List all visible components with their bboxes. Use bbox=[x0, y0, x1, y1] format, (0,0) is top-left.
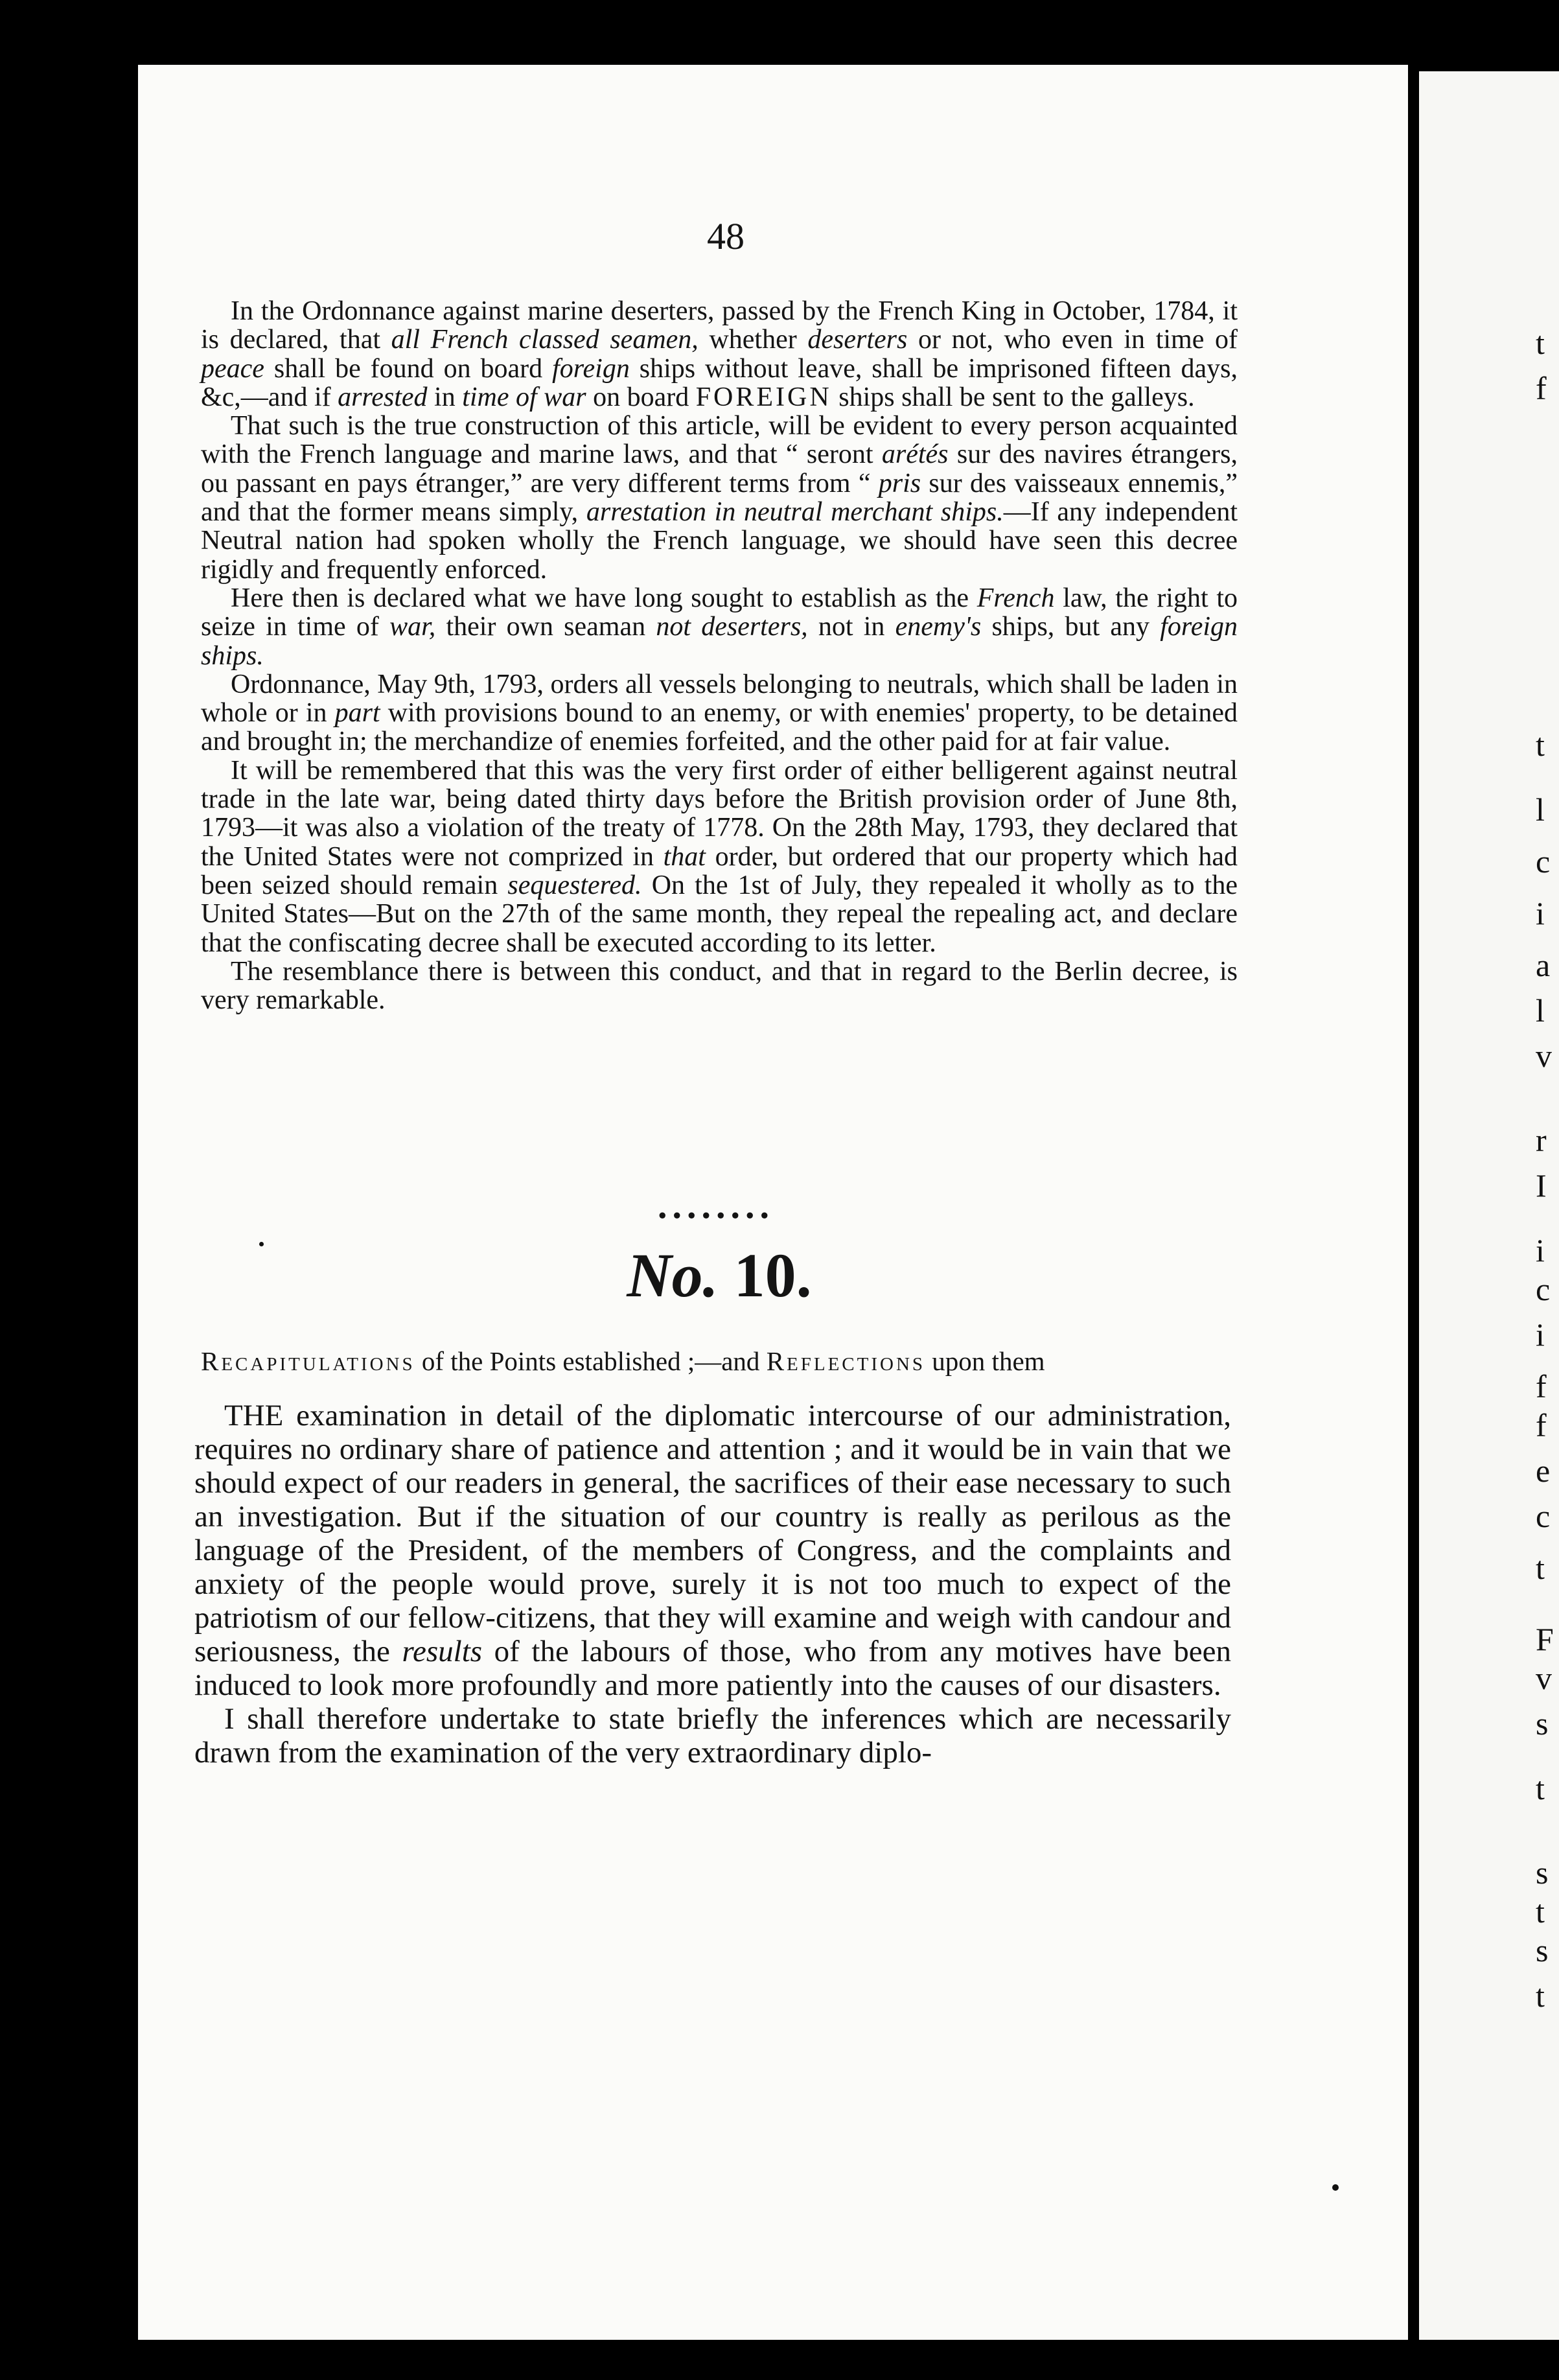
facing-page-letter: f bbox=[1536, 370, 1547, 406]
facing-page-letter: c bbox=[1536, 1498, 1551, 1534]
text-run: FOREIGN bbox=[695, 382, 832, 412]
section-subheading bbox=[201, 1346, 1238, 1377]
paragraph bbox=[201, 584, 1238, 670]
body-text-large bbox=[194, 1399, 1231, 1769]
text-run: all French classed seamen, bbox=[391, 325, 699, 355]
text-run: On the 1st of July, they repealed it wholly as to the United States—But on the 27th of the same month, they repeal the repealing act, and declare that the confiscating decree shall be executed according to its letter. bbox=[201, 870, 1238, 958]
section-separator: ........ bbox=[658, 1184, 774, 1226]
facing-page-letter: r bbox=[1536, 1122, 1547, 1158]
facing-page-letter: s bbox=[1536, 1705, 1549, 1742]
text-run: arrested bbox=[338, 382, 428, 412]
paragraph bbox=[201, 756, 1238, 957]
facing-page-letter: e bbox=[1536, 1452, 1551, 1489]
text-run: that bbox=[663, 841, 706, 872]
facing-page-letter: f bbox=[1536, 1407, 1547, 1443]
text-run: It will be remembered that this was the very first order of either belligerent against neutral trade in the late war, being dated thirty days before the British provision order of June 8th, 1793—it was also a violation of the treaty of 1778. On the 28th May, 1793, they declared that the United States were not comprized in bbox=[201, 755, 1238, 872]
text-run: whether bbox=[698, 325, 808, 355]
text-run: of the labours of those, who from any motives have been induced to look more profoundly and more patiently into the causes of our disasters. bbox=[194, 1635, 1232, 1702]
paragraph bbox=[194, 1399, 1231, 1702]
paragraph bbox=[194, 1702, 1231, 1769]
facing-page-letter: i bbox=[1536, 895, 1545, 931]
facing-page-letter: s bbox=[1536, 1854, 1549, 1891]
paragraph bbox=[201, 412, 1238, 584]
paragraph bbox=[201, 670, 1238, 756]
section-number-heading bbox=[583, 1239, 855, 1311]
text-run: arétés bbox=[881, 439, 949, 470]
facing-page-letter: t bbox=[1536, 1550, 1545, 1586]
text-run: with provisions bound to an enemy, or with enemies' property, to be detained and brought in; the merchandize of enemies forfeited, and the other paid for at fair value. bbox=[201, 698, 1238, 757]
subheading-run: upon them bbox=[925, 1346, 1045, 1376]
facing-page-letter: i bbox=[1536, 1316, 1545, 1353]
text-run: THE examination in detail of the diplomatic intercourse of our administration, requires no ordinary share of patience and attention ; and it would be in vain that we should expect of our readers in general, the sacrifices of their ease necessary to such an investigation. But if the situation of our country is really as perilous as the language of the President, of the members of Congress, and the complaints and anxiety of the people would prove, surely it is not too much to expect of the patriotism of our fellow-citizens, that they will examine and weigh with candour and seriousness, the bbox=[194, 1399, 1231, 1668]
text-run: ships without leave, shall be imprisoned fifteen days, &c,—and if bbox=[201, 353, 1238, 412]
facing-page-letter: a bbox=[1536, 947, 1551, 983]
text-run: Ordonnance, May 9th, 1793, orders all vessels belonging to neutrals, which shall be laden in whole or in bbox=[201, 669, 1238, 729]
text-run: time of war bbox=[462, 382, 586, 412]
facing-page-letter: F bbox=[1536, 1621, 1554, 1657]
facing-page-letter: t bbox=[1536, 325, 1545, 361]
facing-page-letter: f bbox=[1536, 1368, 1547, 1405]
text-run: Here then is declared what we have long sought to establish as the bbox=[231, 583, 977, 613]
page-number: 48 bbox=[707, 215, 745, 257]
subheading-run: Reflections bbox=[766, 1346, 926, 1376]
section-number-value: 10. bbox=[733, 1241, 812, 1310]
facing-page-letter: l bbox=[1536, 791, 1545, 828]
facing-page-letter: t bbox=[1536, 1893, 1545, 1930]
text-run: French bbox=[976, 583, 1055, 613]
text-run: I shall therefore undertake to state briefly the inferences which are necessarily drawn from the examination of the very extraordinary diplo- bbox=[194, 1702, 1231, 1769]
text-run: That such is the true construction of this article, will be evident to every person acquainted with the French language and marine laws, and that “ seront bbox=[201, 411, 1238, 470]
text-run: order, but ordered that our property which had been seized should remain bbox=[201, 841, 1238, 900]
text-run: —If any independent Neutral nation had spoken wholly the French language, we should have seen this decree rigidly and frequently enforced. bbox=[201, 497, 1238, 585]
text-run: part bbox=[334, 698, 380, 729]
facing-page-letter: v bbox=[1536, 1660, 1552, 1696]
body-text-small bbox=[201, 297, 1238, 1014]
subheading-run: Recapitulations bbox=[201, 1346, 415, 1376]
text-run: peace bbox=[201, 353, 264, 384]
ink-speck bbox=[1332, 2184, 1339, 2191]
text-run: enemy's bbox=[895, 612, 982, 642]
section-number-prefix: No. bbox=[627, 1241, 719, 1310]
text-run: on board bbox=[586, 382, 696, 412]
paragraph bbox=[201, 957, 1238, 1015]
facing-page-letter: t bbox=[1536, 1978, 1545, 2014]
text-run: foreign bbox=[552, 353, 630, 384]
text-run: In the Ordonnance against marine deserters, passed by the French King in October, 1784, it is declared, that bbox=[201, 296, 1238, 355]
text-run: their own seaman bbox=[435, 612, 656, 642]
text-run: sur des vaisseaux ennemis,” and that the former means simply, bbox=[201, 468, 1238, 528]
text-run: ships shall be sent to the galleys. bbox=[831, 382, 1195, 412]
facing-page-letter: l bbox=[1536, 992, 1545, 1029]
text-run: sequestered. bbox=[507, 870, 642, 900]
text-run: foreign ships. bbox=[201, 612, 1238, 671]
facing-page-letter: t bbox=[1536, 1770, 1545, 1806]
facing-page-letter: t bbox=[1536, 727, 1545, 763]
text-run: or not, who even in time of bbox=[907, 325, 1238, 355]
text-run: shall be found on board bbox=[264, 353, 553, 384]
text-run: The resemblance there is between this conduct, and that in regard to the Berlin decree, is very remarkable. bbox=[201, 956, 1238, 1016]
facing-page-letter: v bbox=[1536, 1038, 1552, 1074]
text-run: deserters bbox=[807, 325, 908, 355]
facing-page-letter: i bbox=[1536, 1232, 1545, 1268]
paragraph bbox=[201, 297, 1238, 412]
text-run: not deserters, bbox=[656, 612, 808, 642]
text-run: results bbox=[402, 1635, 483, 1668]
facing-page-letter: c bbox=[1536, 1271, 1551, 1307]
text-run: sur des navires étrangers, ou passant en pays étranger,” are very different terms from “ bbox=[201, 439, 1238, 498]
facing-page-letter: s bbox=[1536, 1932, 1549, 1968]
text-run: not in bbox=[807, 612, 895, 642]
facing-page-letter: I bbox=[1536, 1167, 1547, 1204]
text-run: ships, but any bbox=[981, 612, 1161, 642]
text-run: war, bbox=[389, 612, 436, 642]
subheading-run: of the Points established ;—and bbox=[415, 1346, 767, 1376]
facing-page-letter: c bbox=[1536, 843, 1551, 880]
text-run: in bbox=[427, 382, 463, 412]
text-run: law, the right to seize in time of bbox=[201, 583, 1238, 642]
text-run: pris bbox=[878, 468, 921, 498]
text-run: arrestation in neutral merchant ships. bbox=[586, 497, 1004, 528]
ink-speck bbox=[259, 1242, 264, 1246]
facing-page-letters bbox=[1536, 0, 1559, 2380]
